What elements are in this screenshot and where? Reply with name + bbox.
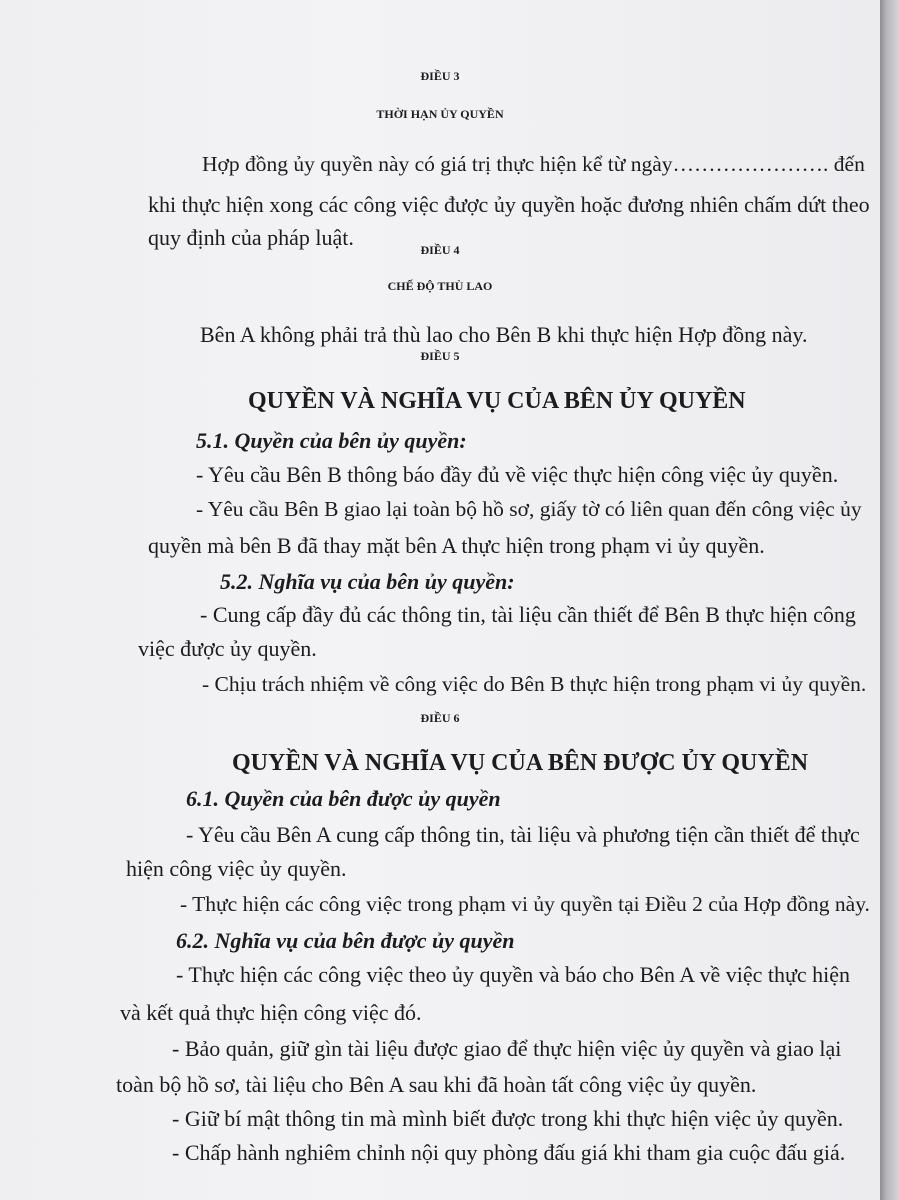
section-6-1-line-2: hiện công việc ủy quyền.	[126, 856, 347, 881]
article-5-title: QUYỀN VÀ NGHĨA VỤ CỦA BÊN ỦY QUYỀN	[248, 388, 746, 414]
section-6-1-line-1: - Yêu cầu Bên A cung cấp thông tin, tài liệu và phương tiện cần thiết để thực	[186, 822, 860, 847]
section-6-2-line-4: toàn bộ hồ sơ, tài liệu cho Bên A sau khi đã hoàn tất công việc ủy quyền.	[116, 1072, 757, 1097]
section-5-2-line-1: - Cung cấp đầy đủ các thông tin, tài liệu cần thiết để Bên B thực hiện công	[200, 602, 856, 627]
section-6-2-line-2: và kết quả thực hiện công việc đó.	[120, 1000, 422, 1025]
article-4-title: CHẾ ĐỘ THÙ LAO	[387, 279, 493, 293]
section-6-1-line-3: - Thực hiện các công việc trong phạm vi ủy quyền tại Điều 2 của Hợp đồng này.	[180, 892, 870, 916]
section-5-1-line-2: - Yêu cầu Bên B giao lại toàn bộ hồ sơ, giấy tờ có liên quan đến công việc ủy	[196, 497, 862, 521]
article-5-heading: ĐIỀU 5	[420, 349, 460, 363]
section-6-2-line-5: - Giữ bí mật thông tin mà mình biết được trong khi thực hiện việc ủy quyền.	[172, 1106, 844, 1131]
article-6-heading: ĐIỀU 6	[420, 711, 460, 725]
article-3-line-1: Hợp đồng ủy quyền này có giá trị thực hiện kể từ ngày…………………. đến	[202, 152, 865, 176]
article-3-heading: ĐIỀU 3	[420, 69, 460, 83]
article-4-line-1: Bên A không phải trả thù lao cho Bên B khi thực hiện Hợp đồng này.	[200, 322, 808, 347]
section-5-2-line-3: - Chịu trách nhiệm về công việc do Bên B thực hiện trong phạm vi ủy quyền.	[202, 672, 867, 696]
section-5-1-line-1: - Yêu cầu Bên B thông báo đầy đủ về việc thực hiện công việc ủy quyền.	[196, 462, 839, 487]
section-6-2-line-6: - Chấp hành nghiêm chỉnh nội quy phòng đấu giá khi tham gia cuộc đấu giá.	[172, 1140, 846, 1165]
section-6-2-line-1: - Thực hiện các công việc theo ủy quyền và báo cho Bên A về việc thực hiện	[176, 962, 851, 987]
article-3-line-2: khi thực hiện xong các công việc được ủy quyền hoặc đương nhiên chấm dứt theo	[148, 192, 870, 217]
section-5-1-line-3: quyền mà bên B đã thay mặt bên A thực hiện trong phạm vi ủy quyền.	[148, 533, 765, 558]
section-6-2-title: 6.2. Nghĩa vụ của bên được ủy quyền	[176, 928, 515, 953]
article-3-line-3: quy định của pháp luật.	[148, 225, 354, 250]
section-5-1-title: 5.1. Quyền của bên ủy quyền:	[196, 428, 467, 453]
section-5-2-line-2: việc được ủy quyền.	[138, 636, 317, 661]
article-4-heading: ĐIỀU 4	[420, 243, 460, 257]
article-3-title: THỜI HẠN ỦY QUYỀN	[376, 107, 504, 121]
section-6-2-line-3: - Bảo quản, giữ gìn tài liệu được giao để thực hiện việc ủy quyền và giao lại	[172, 1036, 842, 1061]
book-page-edge	[880, 0, 899, 1200]
section-5-2-title: 5.2. Nghĩa vụ của bên ủy quyền:	[220, 569, 515, 594]
section-6-1-title: 6.1. Quyền của bên được ủy quyền	[186, 786, 501, 811]
article-6-title: QUYỀN VÀ NGHĨA VỤ CỦA BÊN ĐƯỢC ỦY QUYỀN	[232, 750, 809, 776]
